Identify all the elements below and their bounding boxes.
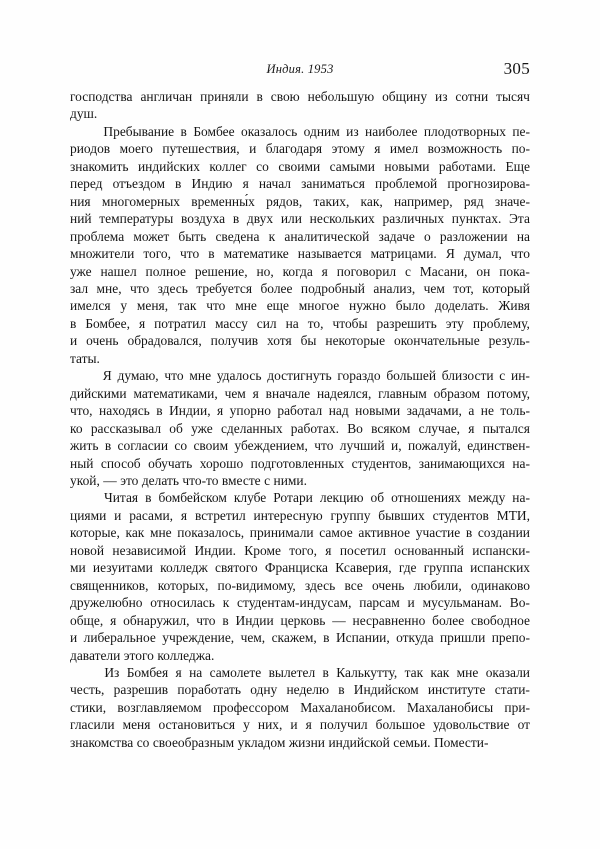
text-line: проблема может быть сведена к аналитической задаче о разложении на bbox=[70, 228, 530, 244]
text-line: перед отъездом в Индию я начал заниматься проблемой прогнозирова- bbox=[70, 176, 530, 192]
paragraph bbox=[70, 664, 530, 751]
text-line: и очень обрадовался, получив хотя бы некоторые окончательные резуль- bbox=[70, 333, 530, 349]
text-line: которые, как мне показалось, принимали самое активное участие в создании bbox=[70, 525, 530, 541]
text-line: множители того, что в математике называется матрицами. Я думал, что bbox=[70, 246, 530, 262]
text-line: ный способ обучать хорошо подготовленных студентов, занимающихся на- bbox=[70, 455, 530, 471]
text-line: укой, — это делать что-то вместе с ними. bbox=[70, 472, 307, 488]
paragraph bbox=[70, 88, 530, 123]
body-text-block bbox=[70, 88, 530, 751]
text-line: таты. bbox=[70, 350, 100, 366]
text-line: Из Бомбея я на самолете вылетел в Калькутту, так как мне оказали bbox=[104, 664, 530, 680]
text-line: знакомства со своеобразным укладом жизни индийской семьи. Помести- bbox=[70, 734, 489, 750]
text-line: циями и расами, я встретил интересную группу бывших студентов МТИ, bbox=[70, 507, 530, 523]
text-line: что, находясь в Индии, я упорно работал над новыми задачами, а не толь- bbox=[70, 403, 530, 419]
text-line: Читая в бомбейском клубе Ротари лекцию об отношениях между на- bbox=[104, 490, 530, 506]
text-line: ния многомерных временны́х рядов, таких, как, например, ряд значе- bbox=[70, 193, 530, 209]
text-line: ко рассказывал об уже сделанных работах. Во всяком случае, я пытался bbox=[70, 420, 530, 436]
text-line: даватели этого колледжа. bbox=[70, 647, 215, 663]
text-line: стики, возглавляемом профессором Махаланобисом. Махаланобисы при- bbox=[70, 699, 530, 715]
text-line: зал мне, что здесь требуется более подробный анализ, чем тот, который bbox=[70, 280, 530, 296]
running-head bbox=[70, 59, 530, 82]
paragraph bbox=[70, 367, 530, 489]
text-line: Пребывание в Бомбее оказалось одним из наиболее плодотворных пе- bbox=[103, 123, 530, 139]
text-line: ми иезуитами колледж святого Франциска Ксаверия, где группа испанских bbox=[70, 560, 530, 576]
text-line: душ. bbox=[70, 106, 98, 122]
text-line: уже нашел полное решение, но, когда я поговорил с Масани, он пока- bbox=[70, 263, 530, 279]
text-line: обще, я обнаружил, что в Индии церковь — несравненно более свободное bbox=[70, 612, 530, 628]
paragraph bbox=[70, 123, 530, 367]
text-line: риодов моего путешествия, и благодаря этому я имел возможность по- bbox=[70, 141, 530, 157]
paragraph bbox=[70, 489, 530, 664]
text-line: жить в согласии со своим убеждением, что лучший и, пожалуй, единствен- bbox=[70, 438, 530, 454]
text-line: ний температуры воздуха в двух или нескольких различных пунктах. Эта bbox=[70, 211, 530, 227]
text-line: новой независимой Индии. Кроме того, я посетил основанный испански- bbox=[70, 542, 530, 558]
text-line: дружелюбно относилась к студентам-индусам, парсам и мусульманам. Во- bbox=[70, 595, 530, 611]
text-line: господства англичан приняли в свою небольшую общину из сотни тысяч bbox=[70, 89, 530, 104]
text-line: имелся у меня, так что мне еще многое нужно было доделать. Живя bbox=[70, 298, 530, 314]
text-line: Я думаю, что мне удалось достигнуть гораздо большей близости с ин- bbox=[102, 368, 530, 384]
text-line: гласили меня остановиться у них, и я получил большое удовольствие от bbox=[70, 717, 530, 733]
text-line: священников, которых, по-видимому, здесь все очень любили, одинаково bbox=[70, 577, 530, 593]
text-line: дийскими математиками, чем я вначале надеялся, главным образом потому, bbox=[70, 385, 530, 401]
text-line: в Бомбее, я потратил массу сил на то, чтобы разрешить эту проблему, bbox=[70, 315, 530, 331]
text-line: и либеральное учреждение, чем, скажем, в Испании, откуда пришли препо- bbox=[70, 630, 530, 646]
page-number: 305 bbox=[503, 59, 530, 78]
text-line: знакомить индийских коллег со своими самыми новыми работами. Еще bbox=[70, 158, 530, 174]
text-line: честь, разрешив поработать одну неделю в Индийском институте стати- bbox=[70, 682, 530, 698]
running-head-title: Индия. 1953 bbox=[266, 62, 334, 76]
